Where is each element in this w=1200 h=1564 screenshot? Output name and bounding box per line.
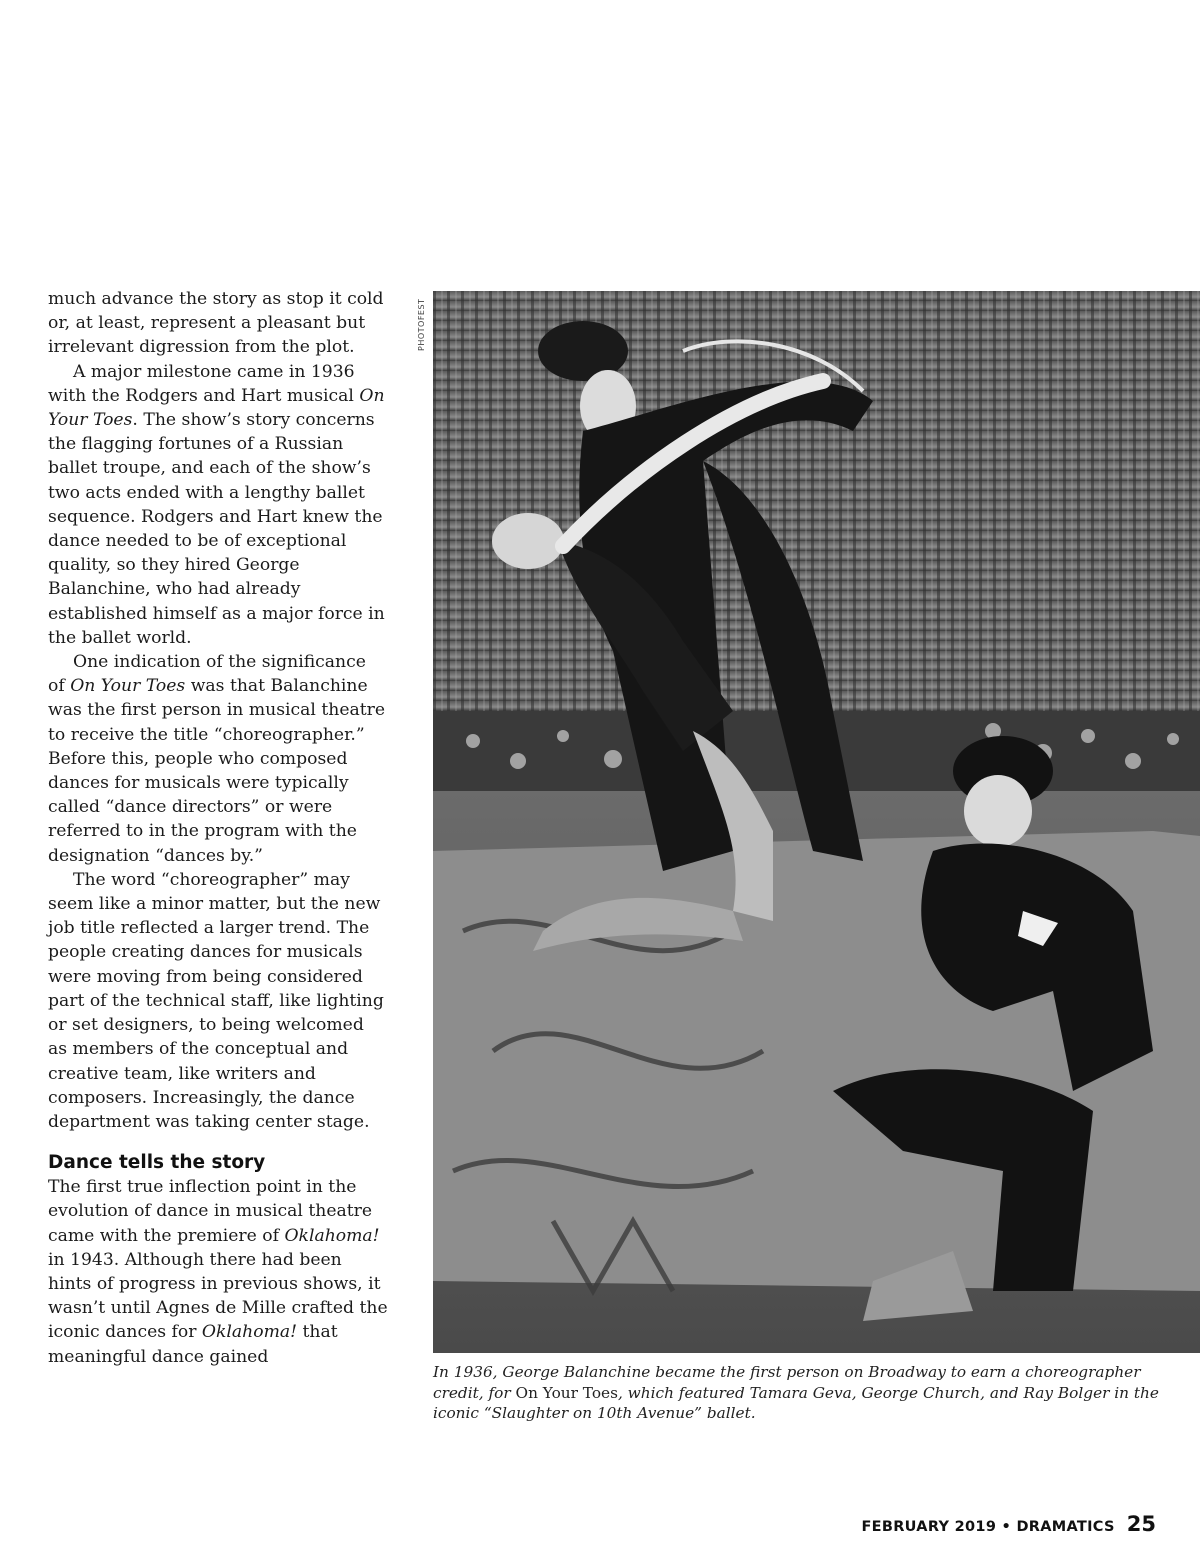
photo-credit: PHOTOFEST bbox=[417, 298, 426, 351]
show-title: On Your Toes bbox=[70, 676, 186, 697]
production-photo bbox=[433, 291, 1200, 1353]
paragraph: much advance the story as stop it cold or, at least, represent a pleasant but irrelevant digression from the plot. bbox=[48, 289, 384, 358]
show-title: Oklahoma! bbox=[284, 1225, 380, 1246]
show-title: On Your Toes bbox=[515, 1383, 618, 1402]
dance-scene-illustration bbox=[433, 291, 1200, 1353]
photo-caption: In 1936, George Balanchine became the first person on Broadway to earn a choreographer credit, for On Your Toes, which featured Tamara Geva, George Church, and Ray Bolger in the iconic “Slaughter on 10th Avenue” ballet. bbox=[433, 1363, 1159, 1422]
paragraph: The word “choreographer” may seem like a minor matter, but the new job title reflected a larger trend. The people creating dances for musicals were moving from being considered part of the technical staff, like lighting or set designers, to being welcomed as members of the conceptual and creative team, like writers and composers. Increasingly, the dance department was taking center stage. bbox=[48, 869, 384, 1132]
show-title: Oklahoma! bbox=[201, 1322, 298, 1343]
page-number: 25 bbox=[1126, 1512, 1156, 1536]
paragraph: A major milestone came in 1936 with the Rodgers and Hart musical On Your Toes. The show’s story concerns the flagging fortunes of a Russian ballet troupe, and each of the show’s two acts ended with a lengthy ballet sequence. Rodgers and Hart knew the dance needed to be of exceptional quality, so they hired George Balanchine, who had already established himself as a major force in the ballet world. bbox=[48, 361, 385, 648]
paragraph: One indication of the significance of On Your Toes was that Balanchine was the first person in musical theatre to receive the title “choreographer.” Before this, people who composed dances for musicals were typically called “dance directors” or were referred to in the program with the designation “dances by.” bbox=[48, 652, 386, 866]
issue-label: FEBRUARY 2019 • DRAMATICS bbox=[861, 1519, 1115, 1535]
section-subhead: Dance tells the story bbox=[48, 1152, 266, 1174]
article-column bbox=[48, 287, 388, 1369]
page-footer bbox=[861, 1512, 1156, 1536]
show-title: On Your Toes bbox=[48, 385, 385, 431]
paragraph: The first true inflection point in the evolution of dance in musical theatre came with the premiere of Oklahoma! in 1943. Although there had been hints of progress in previous shows, it wasn’t until Agnes de Mille crafted the iconic dances for Oklahoma! that meaningful dance gained bbox=[48, 1177, 388, 1367]
